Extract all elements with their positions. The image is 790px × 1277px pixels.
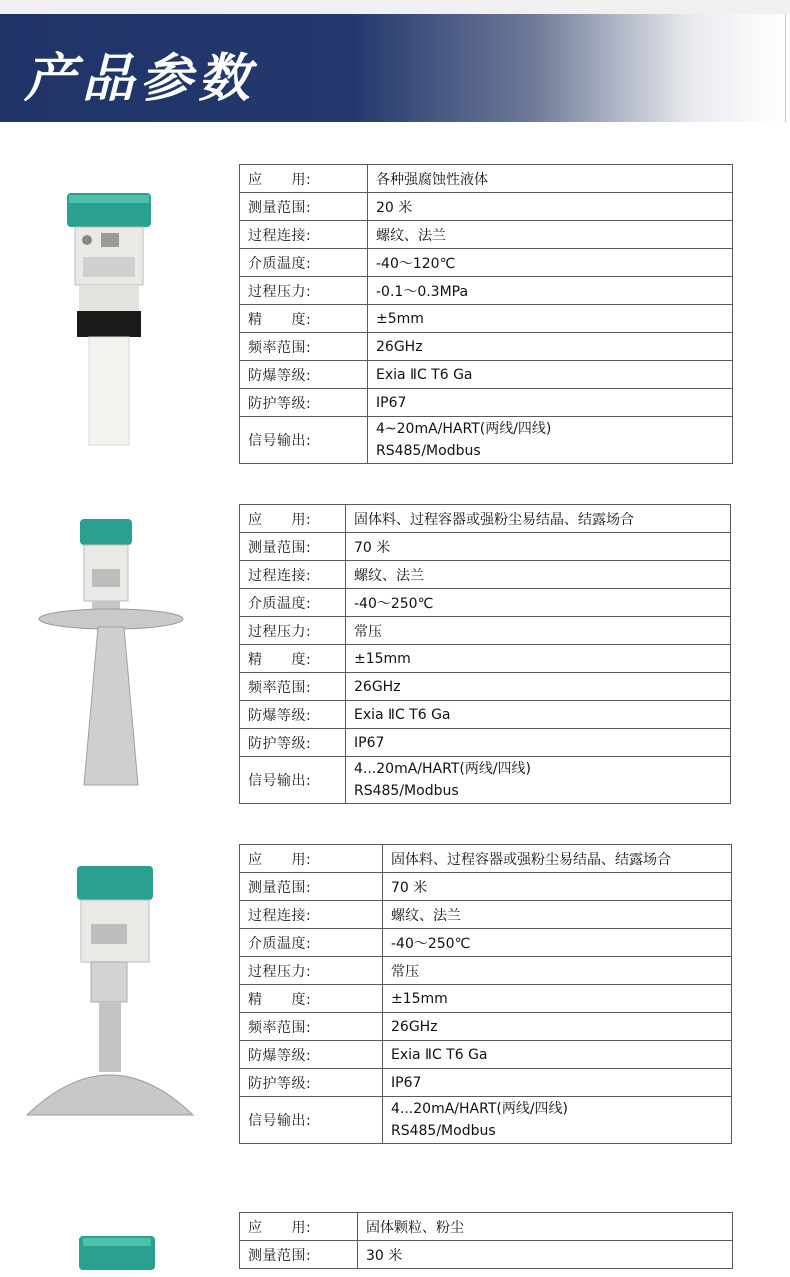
page-title: 产品参数 (24, 48, 257, 109)
spec-label: 应 用: (240, 165, 368, 193)
spec-label: 过程连接: (240, 561, 346, 589)
spec-label: 频率范围: (240, 673, 346, 701)
spec-value: 螺纹、法兰 (346, 561, 731, 589)
spec-label: 测量范围: (240, 1241, 358, 1269)
spec-value: IP67 (368, 389, 733, 417)
spec-value: 各种强腐蚀性液体 (368, 165, 733, 193)
spec-value: 70 米 (346, 533, 731, 561)
spec-value: 70 米 (383, 873, 732, 901)
spec-value: -40～250℃ (346, 589, 731, 617)
spec-label: 防护等级: (240, 1069, 383, 1097)
signal-line-2: RS485/Modbus (391, 1123, 496, 1139)
spec-row (240, 389, 733, 417)
spec-table-4 (239, 1212, 733, 1269)
spec-label: 过程连接: (240, 901, 383, 929)
spec-row (240, 589, 731, 617)
spec-value: IP67 (346, 729, 731, 757)
spec-value: Exia ⅡC T6 Ga (346, 701, 731, 729)
spec-value: 常压 (383, 957, 732, 985)
spec-label: 精 度: (240, 645, 346, 673)
spec-value: 固体料、过程容器或强粉尘易结晶、结露场合 (383, 845, 732, 873)
dish-antenna-radar-image (25, 860, 195, 1150)
spec-label: 应 用: (240, 1213, 358, 1241)
spec-value: -40～250℃ (383, 929, 732, 957)
spec-table-3 (239, 844, 732, 1144)
spec-label: 测量范围: (240, 533, 346, 561)
spec-row (240, 249, 733, 277)
spec-value: -0.1～0.3MPa (368, 277, 733, 305)
signal-line-1: 4~20mA/HART(两线/四线) (376, 421, 552, 437)
spec-value: 固体颗粒、粉尘 (358, 1213, 733, 1241)
spec-value: 固体料、过程容器或强粉尘易结晶、结露场合 (346, 505, 731, 533)
spec-row (240, 505, 731, 533)
spec-value: 26GHz (346, 673, 731, 701)
spec-row (240, 1213, 733, 1241)
spec-row (240, 561, 731, 589)
spec-row (240, 165, 733, 193)
spec-value: 螺纹、法兰 (383, 901, 732, 929)
spec-row-signal (240, 417, 733, 464)
spec-row (240, 901, 732, 929)
spec-row (240, 1069, 732, 1097)
spec-label: 信号输出: (240, 757, 346, 804)
spec-row (240, 193, 733, 221)
spec-label: 防爆等级: (240, 1041, 383, 1069)
banner-edge (785, 14, 790, 122)
spec-row (240, 729, 731, 757)
spec-label: 防护等级: (240, 389, 368, 417)
horn-antenna-radar-image (38, 515, 188, 795)
spec-label: 频率范围: (240, 1013, 383, 1041)
spec-row (240, 701, 731, 729)
spec-row (240, 1013, 732, 1041)
spec-row (240, 673, 731, 701)
spec-label: 信号输出: (240, 1097, 383, 1144)
header-banner (0, 14, 785, 122)
spec-row (240, 1241, 733, 1269)
spec-label: 防护等级: (240, 729, 346, 757)
spec-value: 26GHz (383, 1013, 732, 1041)
spec-value: Exia ⅡC T6 Ga (383, 1041, 732, 1069)
spec-value: ±5mm (368, 305, 733, 333)
spec-label: 精 度: (240, 985, 383, 1013)
spec-label: 防爆等级: (240, 361, 368, 389)
spec-row (240, 985, 732, 1013)
spec-label: 过程压力: (240, 957, 383, 985)
spec-label: 介质温度: (240, 249, 368, 277)
signal-output-value (383, 1097, 732, 1144)
spec-value: 常压 (346, 617, 731, 645)
signal-line-1: 4...20mA/HART(两线/四线) (391, 1101, 569, 1117)
spec-value: IP67 (383, 1069, 732, 1097)
spec-label: 测量范围: (240, 193, 368, 221)
rod-antenna-radar-image (55, 185, 165, 455)
top-strip (0, 0, 790, 14)
spec-value: 20 米 (368, 193, 733, 221)
spec-row (240, 361, 733, 389)
spec-row (240, 305, 733, 333)
spec-row (240, 845, 732, 873)
spec-label: 频率范围: (240, 333, 368, 361)
spec-label: 过程压力: (240, 617, 346, 645)
spec-value: 螺纹、法兰 (368, 221, 733, 249)
spec-row (240, 873, 732, 901)
spec-row (240, 277, 733, 305)
spec-value: ±15mm (346, 645, 731, 673)
spec-row (240, 645, 731, 673)
spec-label: 介质温度: (240, 929, 383, 957)
spec-value: 26GHz (368, 333, 733, 361)
spec-row (240, 333, 733, 361)
signal-output-value (346, 757, 731, 804)
spec-label: 测量范围: (240, 873, 383, 901)
spec-label: 过程压力: (240, 277, 368, 305)
spec-row (240, 957, 732, 985)
spec-row (240, 617, 731, 645)
signal-line-1: 4...20mA/HART(两线/四线) (354, 761, 532, 777)
spec-label: 介质温度: (240, 589, 346, 617)
spec-table-2 (239, 504, 731, 804)
spec-row (240, 533, 731, 561)
spec-label: 过程连接: (240, 221, 368, 249)
spec-value: Exia ⅡC T6 Ga (368, 361, 733, 389)
signal-output-value (368, 417, 733, 464)
spec-value: 30 米 (358, 1241, 733, 1269)
spec-value: -40～120℃ (368, 249, 733, 277)
spec-label: 应 用: (240, 505, 346, 533)
spec-table-1 (239, 164, 733, 464)
spec-row-signal (240, 1097, 732, 1144)
spec-row (240, 221, 733, 249)
spec-row (240, 929, 732, 957)
signal-line-2: RS485/Modbus (354, 783, 459, 799)
spec-value: ±15mm (383, 985, 732, 1013)
spec-label: 防爆等级: (240, 701, 346, 729)
spec-label: 精 度: (240, 305, 368, 333)
spec-row-signal (240, 757, 731, 804)
spec-label: 信号输出: (240, 417, 368, 464)
radar-level-meter-image (75, 1232, 160, 1277)
signal-line-2: RS485/Modbus (376, 443, 481, 459)
spec-row (240, 1041, 732, 1069)
spec-label: 应 用: (240, 845, 383, 873)
